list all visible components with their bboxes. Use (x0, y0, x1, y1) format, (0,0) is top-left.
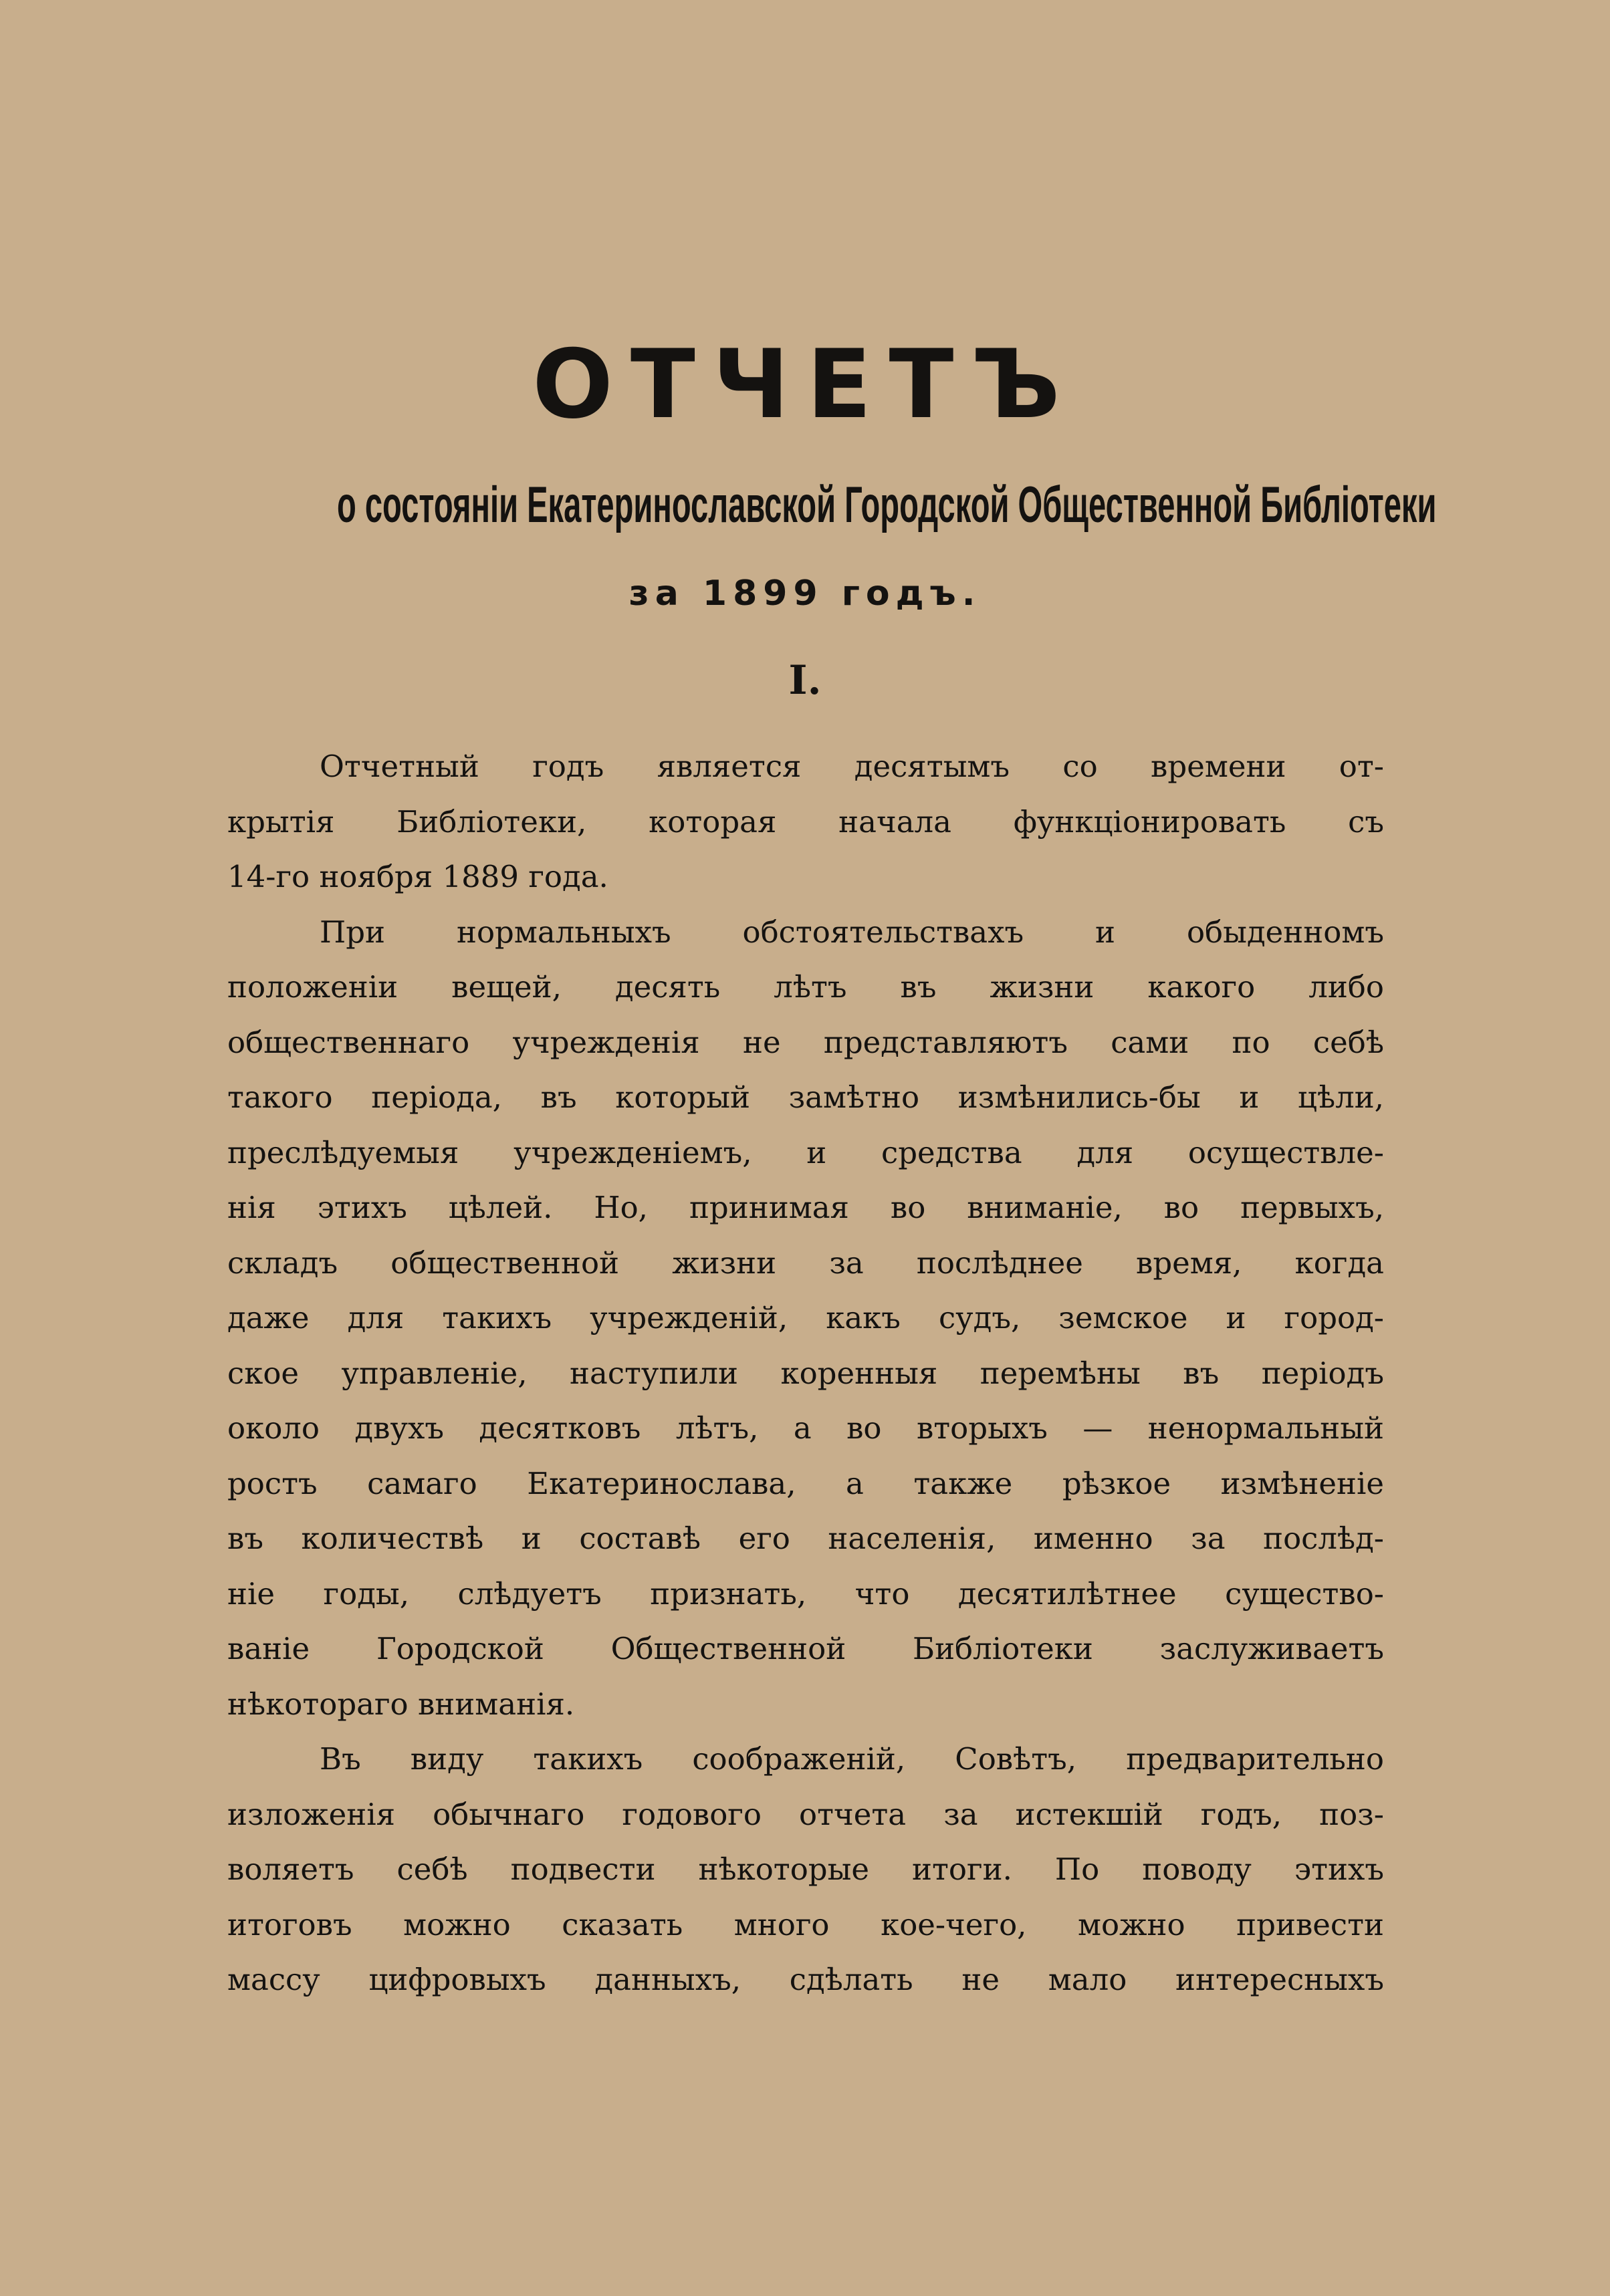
text-line: преслѣдуемыя учрежденіемъ, и средства для осуществле- (227, 1134, 1384, 1170)
text-line: въ количествѣ и составѣ его населенія, именно за послѣд- (227, 1521, 1384, 1556)
paragraph-1 (227, 739, 1384, 905)
text-line: ваніе Городской Общественной Библіотеки заслуживаетъ (227, 1631, 1384, 1666)
text-line: даже для такихъ учрежденій, какъ судъ, земское и город- (227, 1300, 1384, 1335)
section-number: I. (788, 657, 822, 704)
report-subtitle-text: о состояніи Екатеринославской Городской Общественной Библіотеки (336, 477, 1437, 533)
text-line: ніе годы, слѣдуетъ признать, что десятилѣтнее существо- (227, 1575, 1384, 1612)
report-title: ОТЧЕТЪ (532, 330, 1078, 440)
report-subtitle (0, 477, 1610, 533)
text-line: При нормальныхъ обстоятельствахъ и обыденномъ (320, 914, 1384, 950)
text-line: такого періода, въ который замѣтно измѣнились-бы и цѣли, (227, 1079, 1384, 1115)
report-year: за 1899 годъ. (628, 573, 982, 614)
text-line: положеніи вещей, десять лѣтъ въ жизни какого либо (227, 969, 1384, 1005)
text-line: воляетъ себѣ подвести нѣкоторые итоги. По поводу этихъ (227, 1852, 1384, 1887)
text-line: крытія Библіотеки, которая начала функціонировать съ (227, 803, 1384, 840)
body-text (227, 739, 1384, 2008)
text-line: ростъ самаго Екатеринослава, а также рѣзкое измѣненіе (227, 1465, 1384, 1501)
text-line: изложенія обычнаго годового отчета за истекшій годъ, поз- (227, 1796, 1384, 1832)
text-line: общественнаго учрежденія не представляютъ сами по себѣ (227, 1024, 1384, 1060)
text-line: около двухъ десятковъ лѣтъ, а во вторыхъ — ненормальный (227, 1410, 1384, 1446)
text-line: 14-го ноября 1889 года. (227, 859, 608, 894)
text-line: Въ виду такихъ соображеній, Совѣтъ, предварительно (320, 1741, 1384, 1777)
text-line: нія этихъ цѣлей. Но, принимая во вниманіе, во первыхъ, (227, 1190, 1384, 1225)
text-line: нѣкотораго вниманія. (227, 1686, 575, 1722)
text-line: ское управленіе, наступили коренныя перемѣны въ періодъ (227, 1355, 1384, 1391)
paragraph-2 (227, 905, 1384, 1733)
text-line: массу цифровыхъ данныхъ, сдѣлать не мало интересныхъ (227, 1962, 1384, 1997)
text-line: итоговъ можно сказать много кое-чего, можно привести (227, 1906, 1384, 1942)
paragraph-3 (227, 1732, 1384, 2008)
text-line: Отчетный годъ является десятымъ со времени от- (320, 749, 1384, 784)
text-line: складъ общественной жизни за послѣднее время, когда (227, 1245, 1384, 1281)
